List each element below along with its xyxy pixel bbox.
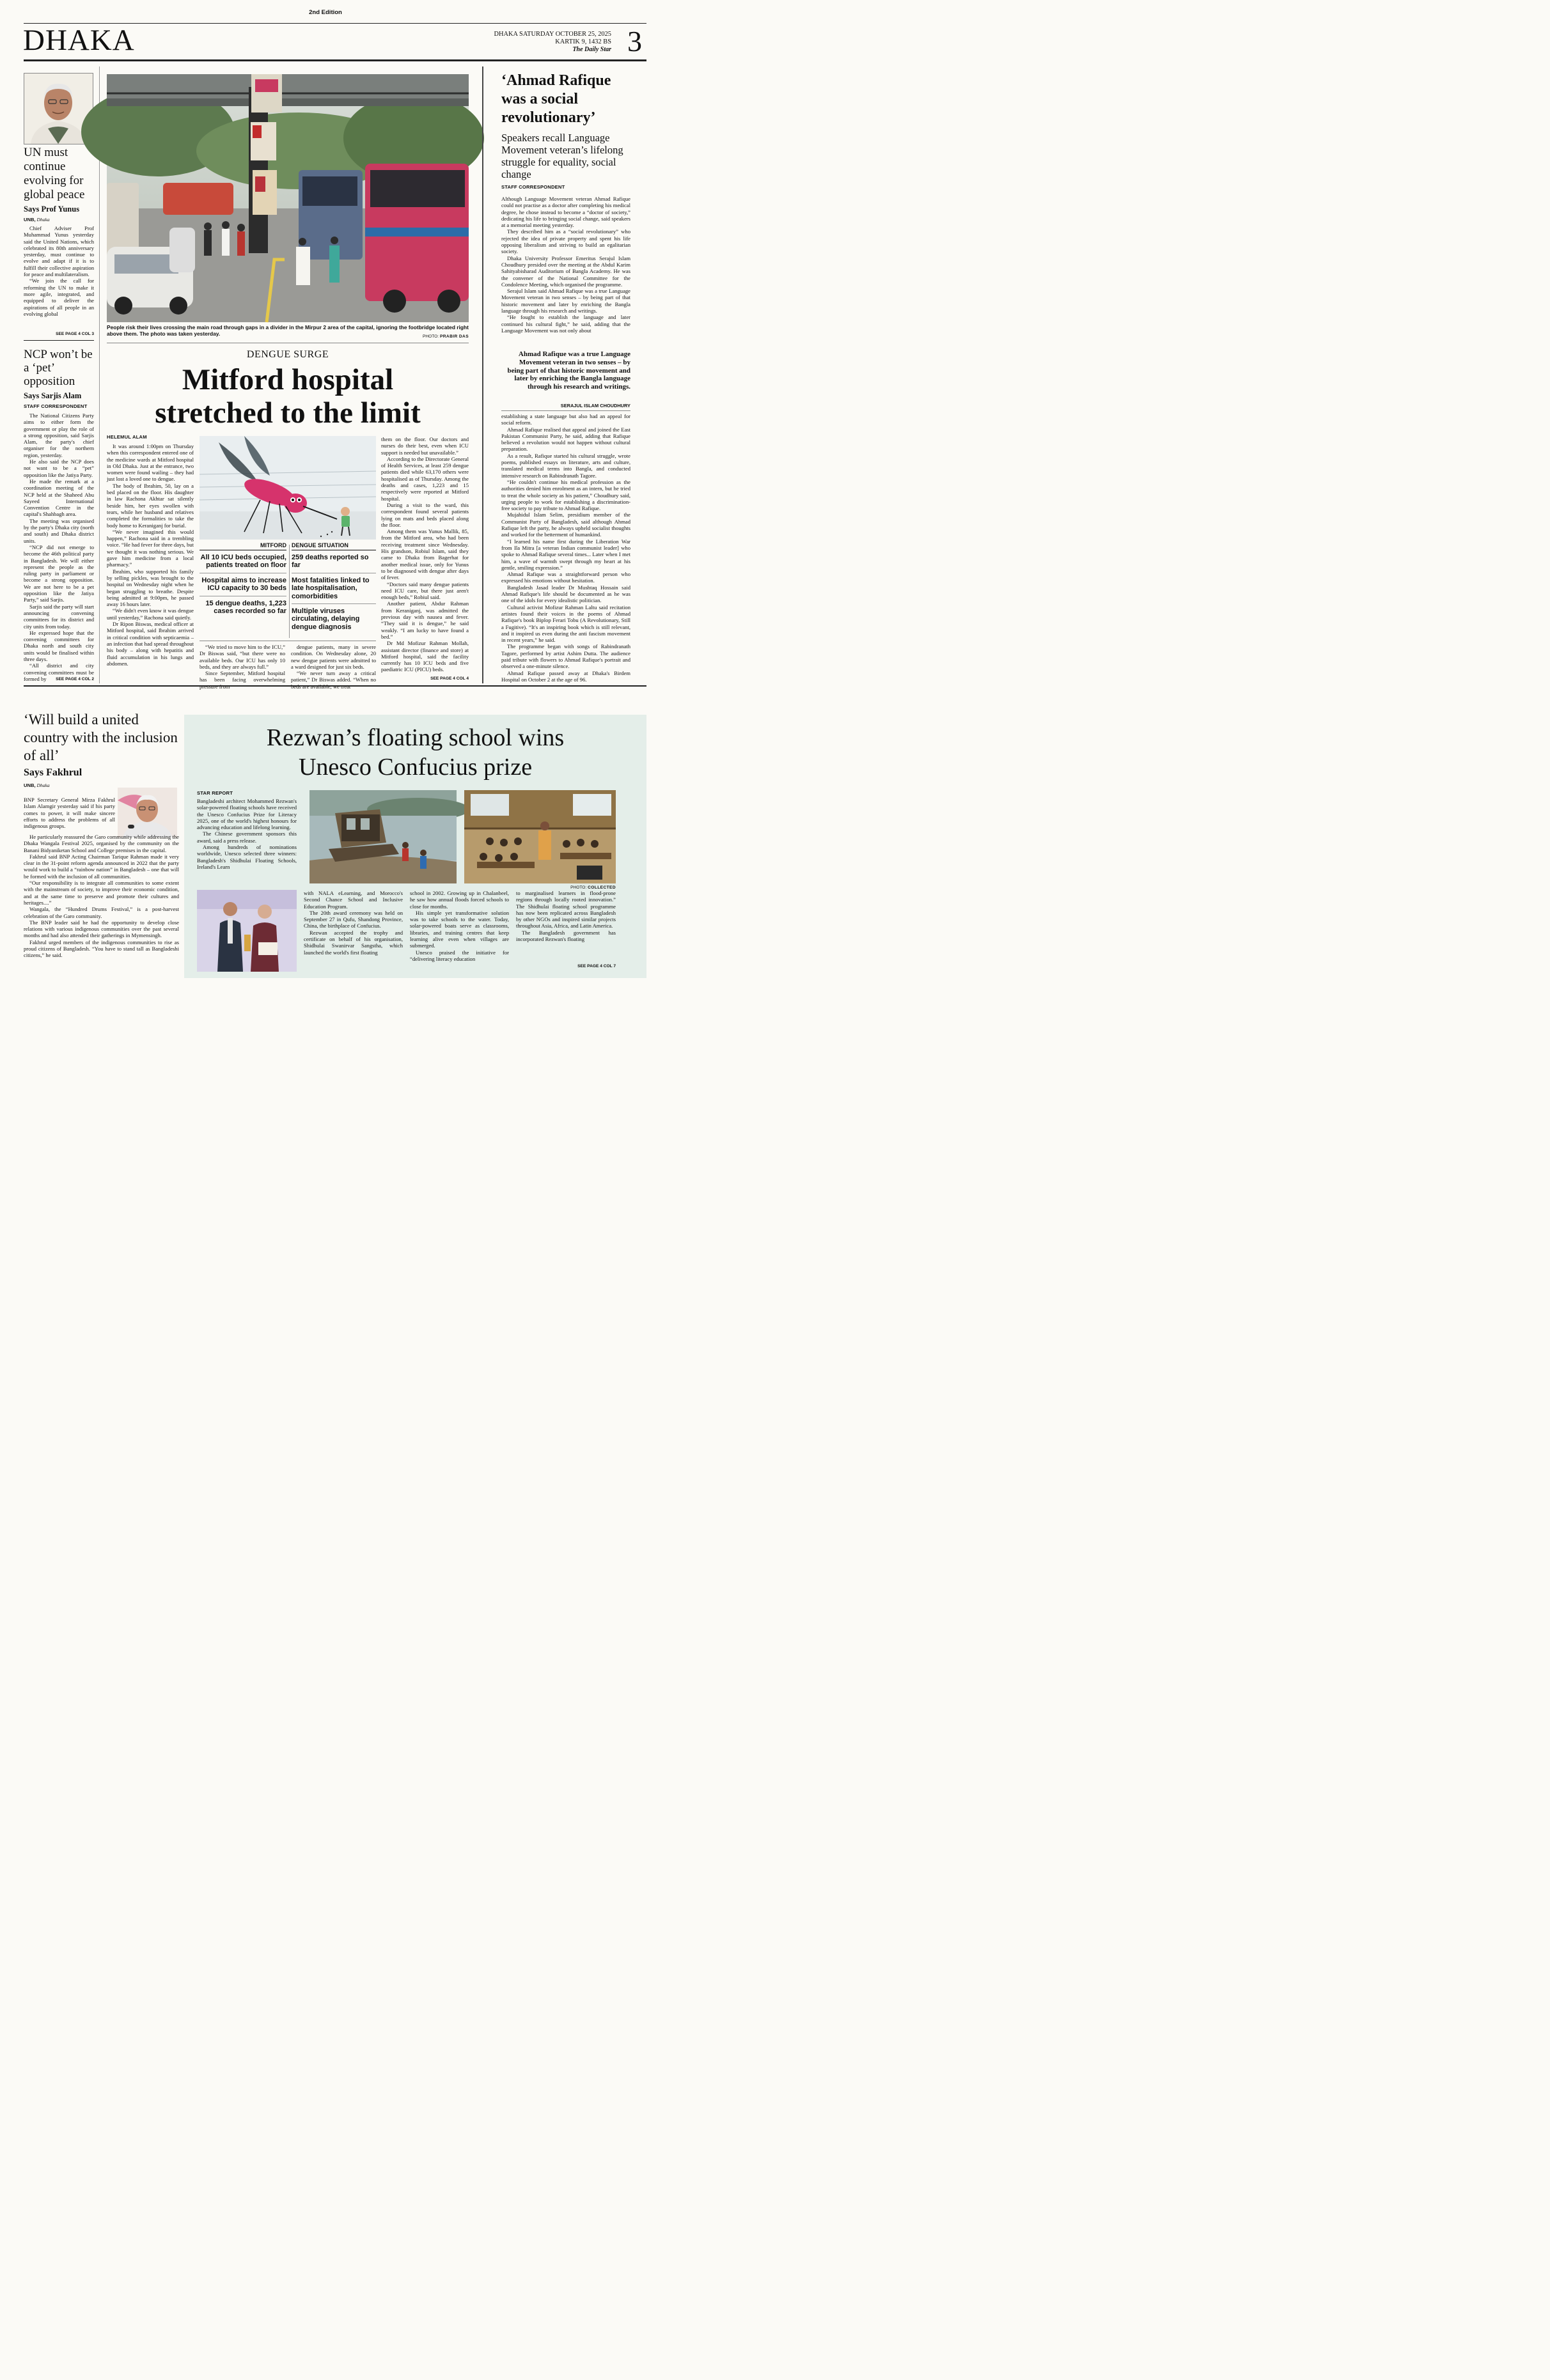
fakhrul-byline-agency: UNB, (24, 782, 36, 788)
dengue-situation-fact: Most fatalities linked to late hospitalisation, comorbidities (292, 573, 376, 604)
col-divider-right (482, 66, 483, 683)
yunus-paragraph: Chief Adviser Prof Muhammad Yunus yesterday said the United Nations, which celebrated its 80th anniversary yesterday, must continue to evolve and adapt if it is to fulfill their collective aspiration for peace and multilateralism. (24, 225, 94, 278)
rezwan-byline: STAR REPORT (197, 790, 233, 796)
rezwan-photo-credit-name: COLLECTED (588, 885, 616, 890)
rezwan-paragraph: Among hundreds of nominations worldwide, Unesco selected three winners: Bangladesh's Shidhulai Floating Schools, Ireland's Learn (197, 844, 297, 870)
fakhrul-paragraph: He particularly reassured the Garo community while addressing the Dhaka Wangala Festival 2025, organised by the community on the Banani Bidyaniketan School and College premises in the capital. (24, 834, 179, 853)
dengue-col3 (291, 644, 376, 681)
dengue-paragraph: Ibrahim, who supported his family by selling pickles, was brought to the hospital on Wednesday night when he began struggling to breathe. Despite being admitted at 9:00pm, he passed away 16 hours later. (107, 568, 194, 608)
rafique-paragraph: Although Language Movement veteran Ahmad Rafique could not practise as a doctor after completing his medical degree, he chose instead to become a “doctor of society,” dedicating his life to bringing social change, said speakers at a memorial meeting yesterday. (501, 196, 630, 229)
rezwan-paragraph: Rezwan accepted the trophy and certificate on behalf of his organisation, Shidhulai Swanirvar Sangstha, which launched the world's first floating (304, 929, 403, 956)
dengue-byline: HELEMUL ALAM (107, 434, 147, 440)
rafique-paragraph: “He fought to establish the language and later continued his cultural fight,” he said, adding that the Language Movement was not only about (501, 314, 630, 334)
rafique-body-part2 (501, 413, 630, 683)
dengue-paragraph: During a visit to the ward, this correspondent found several patients lying on mats and beds placed along the floor. (381, 501, 469, 528)
dengue-see-page-link[interactable]: SEE PAGE 4 COL 4 (430, 676, 469, 681)
dengue-paragraph: “Doctors said many dengue patients need ICU care, but there just aren't enough beds,” Robiul said. (381, 580, 469, 601)
main-photo-caption: People risk their lives crossing the main road through gaps in a divider in the Mirpur 2 area of the capital, ignoring the footbridge located right above them. The photo was taken yesterday. (107, 324, 469, 337)
ncp-paragraph: “NCP did not emerge to become the 46th political party in Bangladesh. We will either represent the people as the ruling party in parliament or become a strong opposition. We are not here to be a pet opposition like the Jatiya Party,” said Sarjis. (24, 543, 94, 603)
fakhrul-paragraph: The BNP leader said he had the opportunity to develop close relations with various indigenous communities over the past several months and had also attended their gatherings in Mymensingh. (24, 919, 179, 939)
yunus-byline (24, 217, 50, 222)
page-number: 3 (627, 25, 642, 58)
yunus-body (24, 225, 94, 330)
ncp-paragraph: Sarjis said the party will start announcing convening committees for its district and city units from today. (24, 603, 94, 630)
dateline: DHAKA SATURDAY OCTOBER 25, 2025 (494, 31, 611, 38)
rafique-paragraph: Ahmad Rafique was a straightforward person who expressed his emotions without hesitation. (501, 571, 630, 584)
dengue-paragraph: Among them was Yunus Mallik, 85, from the Mitford area, who had been receiving treatment since Wednesday. His grandson, Robiul Islam, said they came to Dhaka from Bagerhat for another medical issue, only for Yunus to be diagnosed with dengue after days of fever. (381, 528, 469, 581)
ncp-subhead: Says Sarjis Alam (24, 391, 82, 400)
section-title: DHAKA (23, 24, 135, 57)
fakhrul-body-top (24, 797, 115, 834)
rafique-body-part1 (501, 196, 630, 349)
fakhrul-paragraph: “Our responsibility is to integrate all communities to some extent with the mainstream of society, to improve their economic condition, and at the same time to preserve and promote their cultures and heritages....” (24, 880, 179, 906)
rezwan-col3 (410, 890, 509, 972)
rafique-pullquote-attribution: SERAJUL ISLAM CHOUDHURY (560, 403, 630, 408)
paper-name: The Daily Star (572, 46, 611, 53)
ncp-headline: NCP won’t be a ‘pet’ opposition (24, 348, 93, 388)
dengue-paragraph: “We didn't even know it was dengue until yesterday,” Rachona said quietly. (107, 607, 194, 621)
dengue-col2 (200, 644, 285, 681)
yunus-see-page-link[interactable]: SEE PAGE 4 COL 3 (56, 332, 94, 336)
fakhrul-body (24, 834, 179, 995)
rezwan-photo-credit (464, 885, 616, 890)
mitford-box (200, 542, 286, 618)
fakhrul-paragraph: Fakhrul said BNP Acting Chairman Tarique Rahman made it very clear in the 31-point reform agenda announced in 2022 that the party would work to build a “rainbow nation” in Bangladesh – one that will be formed with the inclusion of all communities. (24, 853, 179, 880)
dengue-kicker: DENGUE SURGE (246, 349, 329, 360)
ncp-paragraph: The meeting was organised by the party's Dhaka city (north and south) and Dhaka district units. (24, 517, 94, 544)
dengue-paragraph: Another patient, Abdur Rahman from Keraniganj, was admitted the previous day with nausea and fever. “They said it is dengue,” he said weakly. “I am lucky to have found a bed.” (381, 600, 469, 640)
mitford-box-title: MITFORD (200, 542, 286, 550)
rafique-paragraph: As a result, Rafique started his cultural struggle, wrote poems, published essays on literature, arts and culture, translated medical terms into Bangla, and conducted intensive research on Rabindranath Tagore. (501, 452, 630, 479)
rafique-paragraph: Bangladesh Jasad leader Dr Mushtaq Hossain said Ahmad Rafique's life should be documented as he was one of the idols for every idealistic politician. (501, 584, 630, 604)
fakhrul-headline: ‘Will build a united country with the inclusion of all’ (24, 712, 178, 763)
rezwan-photo-credit-label: PHOTO: (570, 885, 587, 890)
rafique-paragraph: Ahmad Rafique passed away at Dhaka's Birdem Hospital on October 2 at the age of 96. (501, 669, 630, 683)
ncp-paragraph: “All district and city convening committees must be formed by (24, 662, 94, 682)
edition-label: 2nd Edition (309, 9, 342, 16)
rafique-byline: STAFF CORRESPONDENT (501, 184, 565, 190)
mid-page-rule (24, 685, 646, 687)
rafique-paragraph: establishing a state language but also had an appeal for social reform. (501, 413, 630, 426)
dengue-paragraph: According to the Directorate General of Health Services, at least 259 dengue patients died while 63,170 others were hospitalised as of Thursday. Among the deaths and cases, 1,223 and 15 respectively were reported at Mitford hospital. (381, 455, 469, 502)
dengue-paragraph: “We never turn away a critical patient,” Dr Biswas added. “When no (291, 670, 376, 683)
main-photo-credit (107, 334, 469, 339)
newspaper-page (0, 0, 651, 1000)
rafique-paragraph: Serajul Islam said Ahmad Rafique was a true Language Movement veteran in two senses – by being part of that historic movement and later by enriching the Bangla language through his research and writings. (501, 288, 630, 315)
award-ceremony-photo (197, 890, 297, 972)
mitford-fact: Hospital aims to increase ICU capacity to 30 beds (200, 573, 286, 596)
rafique-paragraph: Ahmad Rafique realised that appeal and joined the East Pakistan Communist Party, he said, adding that Rafique believed a revolution would not happen without cultural preparation. (501, 426, 630, 453)
rafique-headline: ‘Ahmad Rafique was a social revolutionary’ (501, 72, 611, 126)
rezwan-col2 (304, 890, 403, 972)
yunus-headline: UN must continue evolving for global peace (24, 146, 85, 201)
rezwan-paragraph: to marginalised learners in flood-prone regions through locally rooted innovation.” The Shidhulai floating school programme has now been replicated across Bangladesh by other NGOs and inspired similar projects throughout Asia, Africa, and Latin America. (516, 890, 616, 929)
dengue-situation-title: DENGUE SITUATION (292, 542, 376, 550)
yunus-byline-agency: UNB, (24, 217, 36, 222)
rafique-paragraph: Mujahidul Islam Selim, presidium member of the Communist Party of Bangladesh, said although Ahmad Rafique left the party, he always upheld socialist thoughts and worked for the betterment of humankind. (501, 511, 630, 538)
rezwan-paragraph: with NALA eLearning, and Morocco's Second Chance School and Inclusive Education Program. (304, 890, 403, 910)
masthead-rule (24, 59, 646, 61)
rezwan-paragraph: The 20th award ceremony was held on September 27 in Qufu, Shandong Province, China, the birthplace of Confucius. (304, 909, 403, 929)
rezwan-paragraph: The Bangladesh government has incorporated Rezwan's floating (516, 929, 616, 943)
mitford-fact: All 10 ICU beds occupied, patients treated on floor (200, 550, 286, 573)
rezwan-headline-line2: Unesco Confucius prize (298, 754, 533, 781)
rafique-paragraph: They described him as a “social revolutionary” who rejected the idea of private property and spent his life opposing liberalism and striving to build an egalitarian society. (501, 228, 630, 255)
fakhrul-paragraph: Wangala, the “Hundred Drums Festival,” is a post-harvest celebration of the Garo community. (24, 906, 179, 919)
dengue-paragraph: “We never imagined this would happen,” Rachona said in a trembling voice. “He had fever for three days, but we thought it was nothing serious. We gave him medicine from a local pharmacy.” (107, 528, 194, 568)
ncp-paragraph: He made the remark at a coordination meeting of the NCP held at the Shaheed Abu Sayeed International Convention Centre in the capital's Shahbagh area. (24, 478, 94, 518)
rafique-paragraph: The programme began with songs of Rabindranath Tagore, performed by artist Ashim Dutta. The audience paid tribute with flowers to Ahmad Rafique's portrait and observed a one-minute silence. (501, 643, 630, 670)
box-divider (289, 545, 290, 638)
fakhrul-byline (24, 782, 50, 788)
dengue-headline-line1: Mitford hospital (182, 363, 394, 396)
fakhrul-paragraph: BNP Secretary General Mirza Fakhrul Islam Alamgir yesterday said if his party comes to power, it will make sincere efforts to address the problems of all indigenous groups. (24, 797, 115, 830)
rezwan-paragraph: The Chinese government sponsors this award, said a press release. (197, 830, 297, 844)
mosquito-illustration (200, 436, 376, 540)
rezwan-paragraph: school in 2002. Growing up in Chalanbeel, he saw how annual floods forced schools to close for months. (410, 890, 509, 910)
ncp-paragraph: He also said the NCP does not want to be a “pet” opposition like the Jatiya Party. (24, 458, 94, 478)
pullquote-rule (501, 410, 630, 411)
ncp-byline: STAFF CORRESPONDENT (24, 403, 88, 409)
dengue-col1 (107, 443, 194, 678)
rezwan-headline-line1: Rezwan’s floating school wins (266, 724, 565, 751)
ncp-paragraph: The National Citizens Party aims to either form the government or play the role of a strong opposition, said Sarjis Alam, the party's chief organiser for the northern region, yesterday. (24, 412, 94, 458)
dengue-col4 (381, 436, 469, 674)
rezwan-paragraph: Unesco praised the initiative for “delivering literacy education (410, 949, 509, 962)
yunus-subhead: Says Prof Yunus (24, 205, 80, 214)
rafique-paragraph: “He couldn't continue his medical profession as the authorities denied him enrolment as an intern, but he tried to treat the whole society as his patient,” Choudhury said, urging people to work for establishing a discrimination-free society to pay tribute to Ahmad Rafique. (501, 478, 630, 512)
dengue-situation-box (292, 542, 376, 634)
dengue-paragraph: Since September, Mitford hospital has been facing overwhelming (200, 670, 285, 683)
rafique-pullquote: Ahmad Rafique was a true Language Movement veteran in two senses – by being part of that historic movement and later by enriching the Bangla language through his research and writings. (507, 350, 630, 391)
dengue-situation-fact: 259 deaths reported so far (292, 550, 376, 573)
rafique-paragraph: “I learned his name first during the Liberation War from Ila Mitra [a veteran Indian communist leader] who spoke to Ahmad Rafique several times... Later when I met him, a wave of warmth swept through my heart at his gentle, smiling expression.” (501, 538, 630, 571)
rafique-paragraph: Cultural activist Mofizur Rahman Laltu said recitation artistes found their voices in the poems of Ahmad Rafique's book Biplop Ferari Tobu (A Revolutionary, Still a Fugitive). “It's an inspiring book which is still relevant, and it inspired us even during the anti fascism movement in recent years,” he said. (501, 603, 630, 644)
rezwan-paragraph: His simple yet transformative solution was to take schools to the water. Today, solar-powered boats serve as classrooms, libraries, and training centres that keep learning alive even when villages are submerged. (410, 909, 509, 949)
dengue-paragraph: them on the floor. Our doctors and nurses do their best, even when ICU support is needed but unavailable.” (381, 436, 469, 456)
dateline-block (494, 31, 612, 54)
dengue-situation-fact: Multiple viruses circulating, delaying dengue diagnosis (292, 607, 360, 631)
main-photo-credit-label: PHOTO: (422, 334, 439, 339)
fakhrul-subhead: Says Fakhrul (24, 767, 82, 778)
rezwan-see-page-link[interactable]: SEE PAGE 4 COL 7 (577, 964, 616, 968)
dengue-paragraph: It was around 1:00pm on Thursday when this correspondent entered one of the medicine wards at Mitford hospital in Old Dhaka. Just at the entrance, two women were found wailing – they had just lost a loved one to dengue. (107, 443, 194, 483)
rezwan-paragraph: Bangladeshi architect Mohammed Rezwan's solar-powered floating schools have received the Unesco Confucius Prize for Literacy 2025, one of the world's highest honours for advancing education and lifelong learning. (197, 798, 297, 831)
dengue-paragraph: dengue patients, many in severe condition. On Wednesday alone, 20 new dengue patients were admitted to a ward designed for just six beds. (291, 644, 376, 670)
fakhrul-paragraph: Fakhrul urged members of the indigenous communities to rise as proud citizens of Bangladesh. “You have to stand tall as Bangladeshi citizens,” he said. (24, 938, 179, 959)
dengue-paragraph: Dr Ripon Biswas, medical officer at Mitford hospital, said Ibrahim arrived in critical condition with septicaemia – an infection that had spread throughout his body – along with hepatitis and fluid accumulation in his lungs and abdomen. (107, 621, 194, 667)
fakhrul-byline-place: Dhaka (36, 782, 50, 788)
rafique-paragraph: Dhaka University Professor Emeritus Serajul Islam Choudhury presided over the meeting at the Abdul Karim Sahityabisharad Auditorium of Bangla Academy. He was the convener of the National Committee for the Condolence Meeting, which organised the programme. (501, 254, 630, 288)
floating-school-boat-photo (309, 790, 457, 883)
mitford-fact: 15 dengue deaths, 1,223 cases recorded so far (205, 599, 286, 616)
bangla-date: KARTIK 9, 1432 BS (555, 38, 611, 45)
dengue-paragraph: Dr Md Mofizur Rahman Mollah, assistant director (finance and store) at Mitford hospital, said the facility currently has 10 ICU beds and five paediatric ICU (PICU) beds. (381, 640, 469, 673)
dengue-paragraph: “We tried to move him to the ICU,” Dr Biswas said, “but there were no available beds. Our ICU has only 10 beds, and they are always full.” (200, 644, 285, 670)
main-photo-street-crossing (107, 74, 469, 322)
rafique-subhead: Speakers recall Language Movement veteran’s lifelong struggle for equality, social change (501, 132, 623, 180)
rezwan-col4 (516, 890, 616, 963)
ncp-paragraph: He expressed hope that the convening committees for Dhaka north and south city units would be finalised within three days. (24, 629, 94, 662)
left-col-rule-1 (24, 340, 94, 341)
floating-school-classroom-photo (464, 790, 616, 883)
fakhrul-portrait (118, 788, 177, 837)
dengue-paragraph: The body of Ibrahim, 50, lay on a bed placed on the floor. His daughter in law Rachona Akhtar sat silently beside him, her eyes swollen with tears, while her husband and relatives completed the formalities to take the body home to Keraniganj for burial. (107, 482, 194, 529)
ncp-see-page-link[interactable]: SEE PAGE 4 COL 2 (56, 677, 94, 681)
yunus-byline-place: Dhaka (36, 217, 50, 222)
yunus-paragraph: “We join the call for reforming the UN to make it more agile, integrated, and equipped to deliver the aspirations of all people in an evolving global (24, 277, 94, 317)
main-photo-credit-name: PRABIR DAS (439, 334, 469, 339)
rezwan-col1 (197, 798, 297, 886)
dengue-headline-line2: stretched to the limit (155, 396, 421, 430)
